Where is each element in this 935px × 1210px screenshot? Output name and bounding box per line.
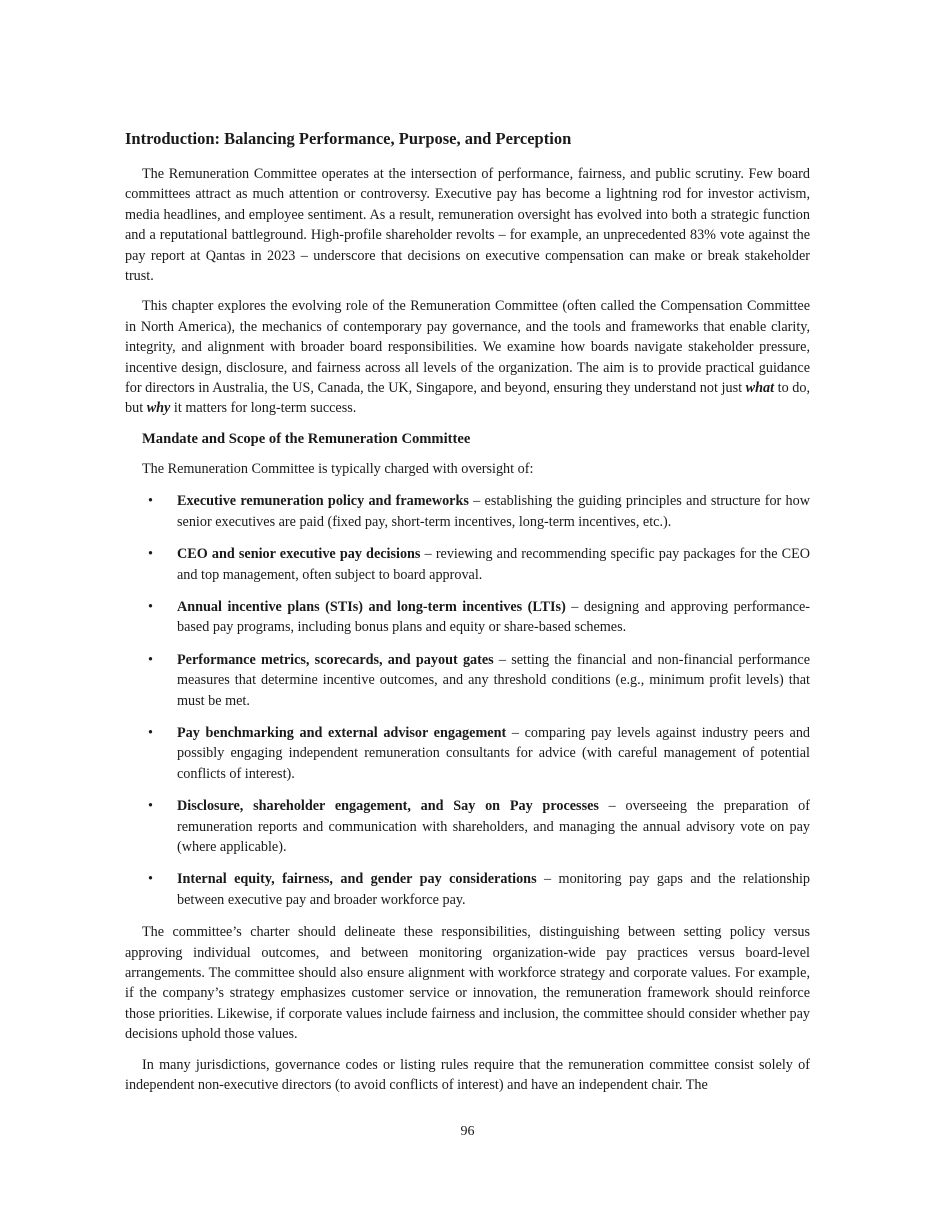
list-item-term: Performance metrics, scorecards, and payout gates (177, 651, 494, 668)
list-item-text: – comparing pay levels against industry peers and possibly engaging independent remuneration consultants for advice (with careful management of potential conflicts of interest). (177, 724, 811, 782)
bullet-icon: • (148, 546, 153, 563)
paragraph-jurisdictions: In many jurisdictions, governance codes or listing rules require that the remuneration committee consist solely of independent non-executive directors (to avoid conflicts of interest) and have an independent chair. The (125, 1056, 810, 1094)
list-item-term: Disclosure, shareholder engagement, and Say on Pay processes (177, 798, 599, 815)
list-item (125, 723, 810, 784)
section-title: Introduction: Balancing Performance, Purpose, and Perception (125, 129, 572, 148)
bullet-icon: • (148, 598, 153, 615)
paragraph-chapter-scope (125, 296, 810, 418)
bullet-icon: • (148, 724, 153, 741)
page-body (125, 128, 810, 1105)
list-intro: The Remuneration Committee is typically charged with oversight of: (142, 460, 534, 477)
list-item-text: – overseeing the preparation of remuneration reports and communication with shareholders, and managing the annual advisory vote on pay (where applicable). (177, 798, 810, 855)
list-item (125, 544, 810, 585)
emphasis-why: why (146, 400, 171, 417)
list-item-term: Pay benchmarking and external advisor engagement (177, 724, 507, 741)
list-item-text: – establishing the guiding principles and structure for how senior executives are paid (fixed pay, short-term incentives, long-term incentives, etc.). (177, 493, 810, 530)
list-item-term: Internal equity, fairness, and gender pay considerations (177, 871, 537, 888)
subheading-mandate: Mandate and Scope of the Remuneration Committee (142, 430, 471, 447)
list-item-text: – setting the financial and non-financial performance measures that determine incentive outcomes, and any threshold conditions (e.g., minimum profit levels) that must be met. (177, 651, 810, 709)
bullet-icon: • (148, 871, 153, 888)
paragraph-intro: The Remuneration Committee operates at the intersection of performance, fairness, and public scrutiny. Few board committees attract as much attention or controversy. Executive pay has become a lightning rod for investor activism, media headlines, and employee sentiment. As a result, remuneration oversight has evolved into both a strategic function and a reputational battleground. High-profile shareholder revolts – for example, an unprecedented 83% vote against the pay report at Qantas in 2023 – underscore that decisions on executive compensation can make or break stakeholder trust. (125, 166, 810, 285)
paragraph-text: This chapter explores the evolving role of the Remuneration Committee (often called the Compensation Committee in North America), the mechanics of contemporary pay governance, and the tools and frameworks that enable clarity, integrity, and alignment with broader board responsibilities. We examine how boards navigate stakeholder pressure, incentive design, disclosure, and fairness across all levels of the organization. The aim is to provide practical guidance for directors in Australia, the US, Canada, the UK, Singapore, and beyond, ensuring they understand not just (125, 298, 810, 397)
list-item-text: – monitoring pay gaps and the relationship between executive pay and broader workforce pay. (177, 871, 810, 908)
page-number: 96 (460, 1124, 475, 1139)
list-item-term: Annual incentive plans (STIs) and long-term incentives (LTIs) (177, 598, 566, 615)
paragraph-text: it matters for long-term success. (170, 400, 357, 417)
list-item (125, 650, 810, 711)
list-item (125, 491, 810, 532)
list-item (125, 869, 810, 910)
list-item-text: – designing and approving performance-based pay programs, including bonus plans and equity or share-based schemes. (177, 598, 810, 636)
bullet-icon: • (148, 651, 153, 668)
list-item (125, 597, 810, 638)
list-item-term: CEO and senior executive pay decisions (177, 546, 421, 563)
paragraph-text: to do, but (125, 380, 810, 417)
responsibility-list (125, 491, 810, 910)
list-item-text: – reviewing and recommending specific pay packages for the CEO and top management, often subject to board approval. (177, 546, 811, 583)
bullet-icon: • (148, 798, 153, 815)
list-item-term: Executive remuneration policy and frameworks (177, 493, 469, 510)
list-item (125, 796, 810, 857)
bullet-icon: • (148, 493, 153, 510)
emphasis-what: what (745, 380, 775, 397)
paragraph-charter: The committee’s charter should delineate these responsibilities, distinguishing between setting policy versus approving individual outcomes, and between monitoring organization-wide pay practices versus board-level arrangements. The committee should also ensure alignment with workforce strategy and corporate values. For example, if the company’s strategy emphasizes customer service or innovation, the remuneration framework should reinforce those priorities. Likewise, if corporate values include fairness and inclusion, the committee should consider whether pay decisions uphold those values. (125, 924, 810, 1043)
